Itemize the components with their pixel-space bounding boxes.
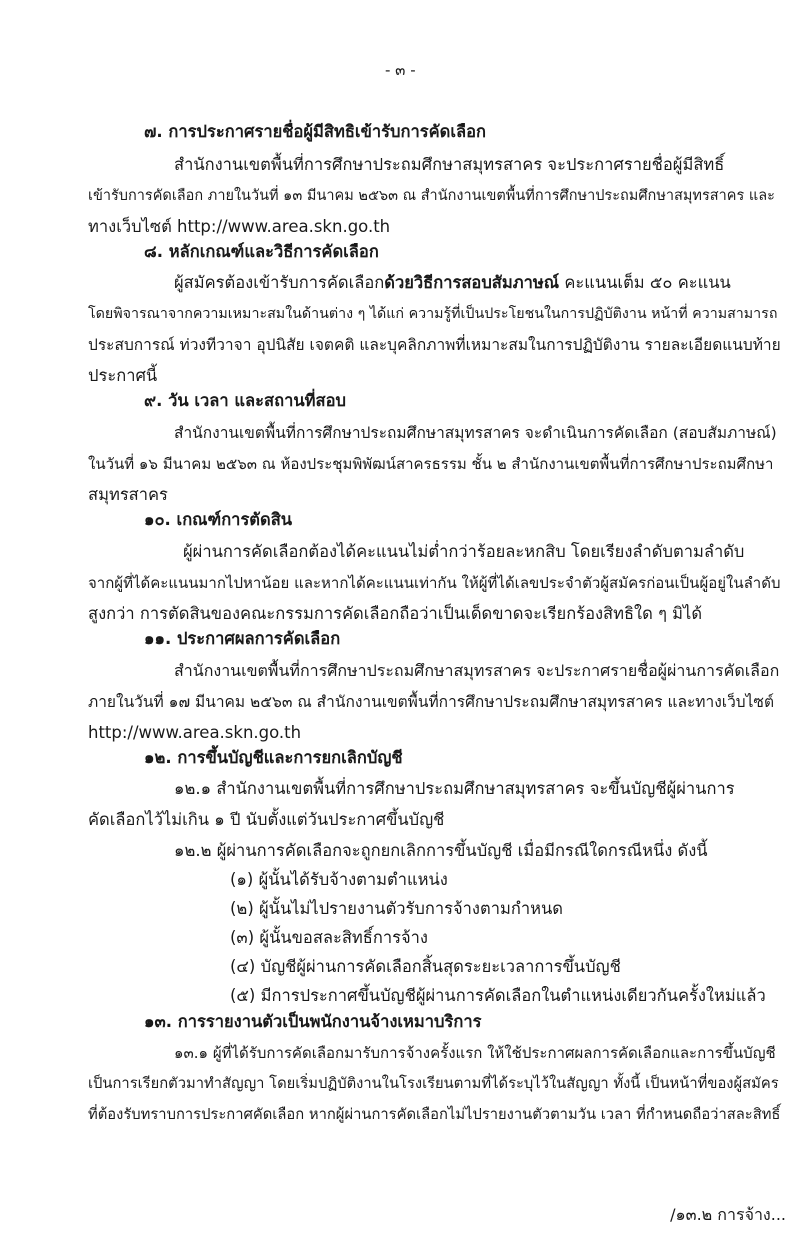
continuation-footer: /๑๓.๒ การจ้าง... — [670, 1205, 786, 1224]
section-11-line: ภายในวันที่ ๑๗ มีนาคม ๒๕๖๓ ณ สำนักงานเขตพื้นที่การศึกษาประถมศึกษาสมุทรสาคร และทางเว็บไซต์ — [88, 693, 775, 711]
section-13-1-line: ที่ต้องรับทราบการประกาศคัดเลือก หากผู้ผ่านการคัดเลือกไม่ไปรายงานตัวตามวัน เวลา ที่กำหนดถือว่าสละสิทธิ์ — [88, 1106, 781, 1123]
section-10-line: ผู้ผ่านการคัดเลือกต้องได้คะแนนไม่ต่ำกว่าร้อยละหกสิบ โดยเรียงลำดับตามลำดับ — [183, 542, 745, 561]
section-8-heading: ๘. หลักเกณฑ์และวิธีการคัดเลือก — [144, 242, 379, 261]
list-item: (๓) ผู้นั้นขอสละสิทธิ์การจ้าง — [230, 928, 428, 947]
section-8-text: ผู้สมัครต้องเข้ารับการคัดเลือก — [174, 273, 385, 292]
section-8-text: คะแนนเต็ม ๕๐ คะแนน — [559, 273, 731, 292]
section-9-line: ในวันที่ ๑๖ มีนาคม ๒๕๖๓ ณ ห้องประชุมพิพัฒน์สาครธรรม ชั้น ๒ สำนักงานเขตพื้นที่การศึกษาประถมศึกษา — [88, 455, 774, 473]
section-11-heading: ๑๑. ประกาศผลการคัดเลือก — [144, 629, 341, 648]
section-11-url: http://www.area.skn.go.th — [88, 723, 302, 742]
section-9-line: สำนักงานเขตพื้นที่การศึกษาประถมศึกษาสมุทรสาคร จะดำเนินการคัดเลือก (สอบสัมภาษณ์) — [174, 424, 777, 442]
section-9-line: สมุทรสาคร — [88, 485, 168, 504]
list-item: (๕) มีการประกาศขึ้นบัญชีผู้ผ่านการคัดเลือกในตำแหน่งเดียวกันครั้งใหม่แล้ว — [230, 986, 766, 1005]
list-item: (๑) ผู้นั้นได้รับจ้างตามตำแหน่ง — [230, 870, 448, 889]
section-10-line: จากผู้ที่ได้คะแนนมากไปหาน้อย และหากได้คะแนนเท่ากัน ให้ผู้ที่ได้เลขประจำตัวผู้สมัครก่อนเป็นผู้อยู่ในลำดับ — [88, 574, 781, 592]
section-10-line: สูงกว่า การตัดสินของคณะกรรมการคัดเลือกถือว่าเป็นเด็ดขาดจะเรียกร้องสิทธิใด ๆ มิได้ — [88, 604, 703, 623]
section-13-1-line: เป็นการเรียกตัวมาทำสัญญา โดยเริ่มปฏิบัติงานในโรงเรียนตามที่ได้ระบุไว้ในสัญญา ทั้งนี้ เป็นหน้าที่ของผู้สมัคร — [88, 1075, 779, 1092]
list-item: (๒) ผู้นั้นไม่ไปรายงานตัวรับการจ้างตามกำหนด — [230, 899, 563, 918]
list-item: (๔) บัญชีผู้ผ่านการคัดเลือกสิ้นสุดระยะเวลาการขึ้นบัญชี — [230, 957, 621, 976]
section-11-line: สำนักงานเขตพื้นที่การศึกษาประถมศึกษาสมุทรสาคร จะประกาศรายชื่อผู้ผ่านการคัดเลือก — [174, 661, 780, 680]
section-8-line: ประสบการณ์ ท่วงทีวาจา อุปนิสัย เจตคติ และบุคลิกภาพที่เหมาะสมในการปฏิบัติงาน รายละเอียดแนบท้าย — [88, 336, 781, 354]
section-12-2-line: ๑๒.๒ ผู้ผ่านการคัดเลือกจะถูกยกเลิกการขึ้นบัญชี เมื่อมีกรณีใดกรณีหนึ่ง ดังนี้ — [174, 841, 708, 860]
section-7-url: ทางเว็บไซต์ http://www.area.skn.go.th — [88, 217, 391, 236]
section-9-heading: ๙. วัน เวลา และสถานที่สอบ — [144, 391, 346, 410]
section-12-1-line: ๑๒.๑ สำนักงานเขตพื้นที่การศึกษาประถมศึกษาสมุทรสาคร จะขึ้นบัญชีผู้ผ่านการ — [174, 779, 735, 798]
page-number: - ๓ - — [385, 61, 416, 79]
section-8-line: ประกาศนี้ — [88, 366, 158, 385]
section-8-line: โดยพิจารณาจากความเหมาะสมในด้านต่าง ๆ ได้แก่ ความรู้ที่เป็นประโยชนในการปฏิบัติงาน หน้าที่ ความสามารถ — [88, 306, 778, 322]
section-7-line: เข้ารับการคัดเลือก ภายในวันที่ ๑๓ มีนาคม ๒๕๖๓ ณ สำนักงานเขตพื้นที่การศึกษาประถมศึกษาสมุทรสาคร และ — [88, 188, 775, 204]
section-13-heading: ๑๓. การรายงานตัวเป็นพนักงานจ้างเหมาบริการ — [144, 1012, 482, 1031]
section-12-1-line: คัดเลือกไว้ไม่เกิน ๑ ปี นับตั้งแต่วันประกาศขึ้นบัญชี — [88, 810, 445, 829]
section-8-emphasis: ด้วยวิธีการสอบสัมภาษณ์ — [384, 273, 560, 292]
section-13-1-line: ๑๓.๑ ผู้ที่ได้รับการคัดเลือกมารับการจ้างครั้งแรก ให้ใช้ประกาศผลการคัดเลือกและการขึ้นบัญชี — [174, 1044, 776, 1062]
section-8-line — [174, 271, 800, 295]
section-10-heading: ๑๐. เกณฑ์การตัดสิน — [144, 510, 293, 529]
section-12-heading: ๑๒. การขึ้นบัญชีและการยกเลิกบัญชี — [144, 748, 403, 767]
section-7-heading: ๗. การประกาศรายชื่อผู้มีสิทธิเข้ารับการคัดเลือก — [144, 122, 486, 141]
section-7-line: สำนักงานเขตพื้นที่การศึกษาประถมศึกษาสมุทรสาคร จะประกาศรายชื่อผู้มีสิทธิ์ — [174, 155, 725, 174]
